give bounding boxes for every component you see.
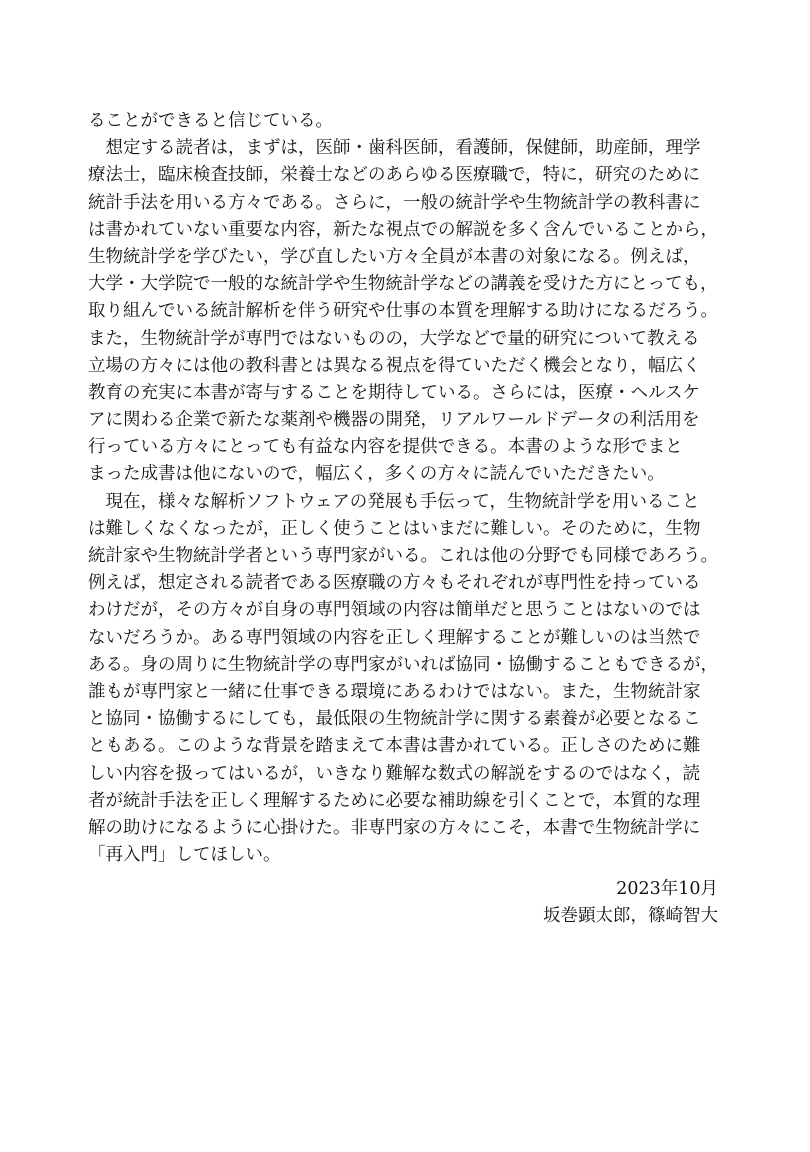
- text-line: 現在，様々な解析ソフトウェアの発展も手伝って，生物統計学を用いること: [88, 491, 700, 512]
- text-line: しい内容を扱ってはいるが，いきなり難解な数式の解説をするのではなく，読: [88, 763, 701, 784]
- text-line: アに関わる企業で新たな薬剤や機器の開発，リアルワールドデータの利活用を: [88, 410, 700, 431]
- text-line: と協同・協働するにしても，最低限の生物統計学に関する素養が必要となるこ: [88, 709, 701, 730]
- text-line: ある。身の周りに生物統計学の専門家がいれば協同・協働することもできるが，: [88, 654, 718, 675]
- text-line: ともある。このような背景を踏まえて本書は書かれている。正しさのために難: [88, 736, 701, 757]
- text-line: ないだろうか。ある専門領域の内容を正しく理解することが難しいのは当然で: [88, 627, 701, 648]
- text-line: 誰もが専門家と一緒に仕事できる環境にあるわけではない。また，生物統計家: [88, 681, 701, 702]
- text-line: 統計手法を用いる方々である。さらに，一般の統計学や生物統計学の教科書に: [88, 192, 701, 213]
- signature-block: [543, 876, 718, 930]
- text-line: 生物統計学を学びたい，学び直したい方々全員が本書の対象になる。例えば，: [88, 246, 701, 267]
- text-line: 解の助けになるように心掛けた。非専門家の方々にこそ，本書で生物統計学に: [88, 817, 701, 838]
- text-line: 療法士，臨床検査技師，栄養士などのあらゆる医療職で，特に，研究のために: [88, 165, 701, 186]
- text-line: 想定する読者は，まずは，医師・歯科医師，看護師，保健師，助産師，理学: [88, 138, 701, 159]
- text-line: 例えば，想定される読者である医療職の方々もそれぞれが専門性を持っている: [88, 573, 701, 594]
- text-line: まった成書は他にないので，幅広く，多くの方々に読んでいただきたい。: [88, 464, 665, 485]
- body-text: [88, 108, 728, 869]
- text-line: ることができると信じている。: [88, 111, 333, 131]
- text-line: 教育の充実に本書が寄与することを期待している。さらには，医療・ヘルスケ: [88, 382, 700, 403]
- text-line: 者が統計手法を正しく理解するために必要な補助線を引くことで，本質的な理: [88, 790, 701, 811]
- text-line: 統計家や生物統計学者という専門家がいる。これは他の分野でも同様であろう。: [88, 546, 718, 566]
- text-line: 立場の方々には他の教科書とは異なる視点を得ていただく機会となり，幅広く: [88, 355, 701, 376]
- signature-authors: 坂巻顕太郎，篠崎智大: [543, 906, 718, 926]
- signature-date: 2023年10月: [616, 879, 718, 899]
- text-line: は書かれていない重要な内容，新たな視点での解説を多く含んでいることから，: [88, 219, 718, 240]
- text-line: わけだが，その方々が自身の専門領域の内容は簡単だと思うことはないのでは: [88, 600, 701, 621]
- text-line: は難しくなくなったが，正しく使うことはいまだに難しい。そのために，生物: [88, 518, 701, 539]
- text-line: 「再入門」してほしい。: [88, 845, 281, 866]
- text-line: 取り組んでいる統計解析を伴う研究や仕事の本質を理解する助けになるだろう。: [88, 301, 718, 322]
- text-line: また，生物統計学が専門ではないものの，大学などで量的研究について教える: [88, 328, 700, 349]
- text-line: 大学・大学院で一般的な統計学や生物統計学などの講義を受けた方にとっても，: [88, 274, 718, 295]
- text-line: 行っている方々にとっても有益な内容を提供できる。本書のような形でまと: [88, 437, 683, 458]
